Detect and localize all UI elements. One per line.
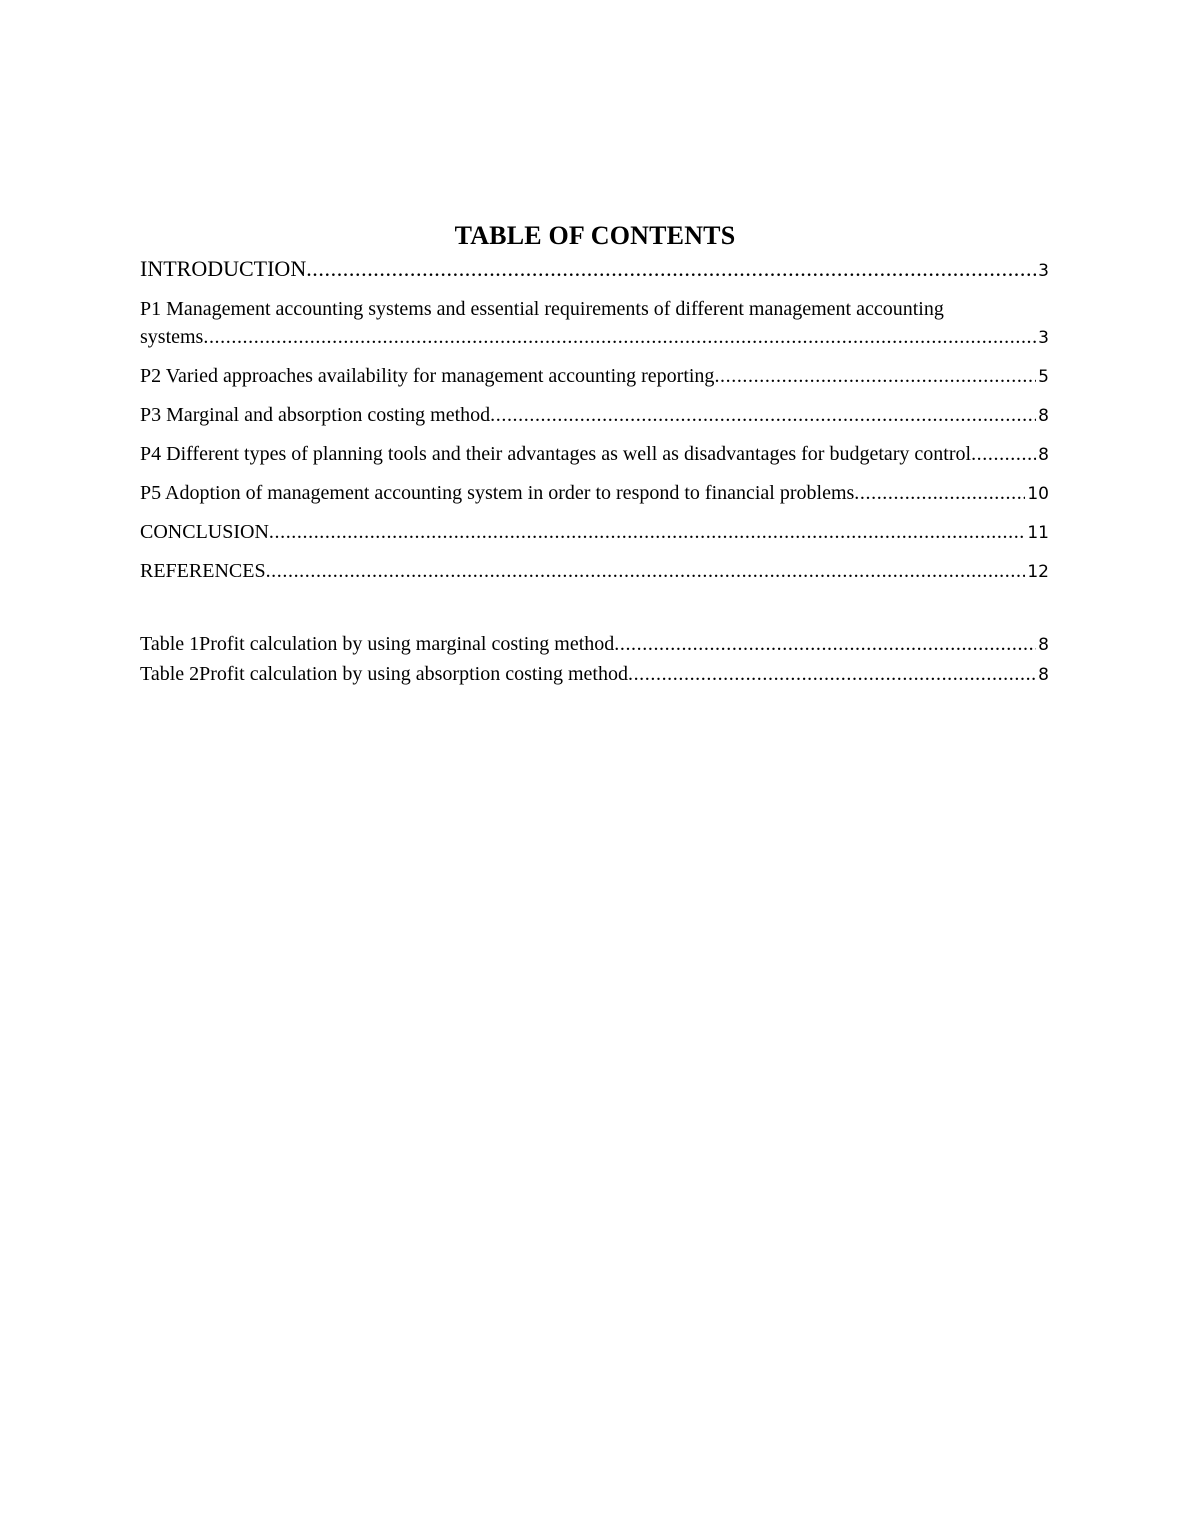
toc-title: TABLE OF CONTENTS [454, 221, 736, 250]
dot-leader [269, 518, 1025, 546]
toc-entry-text: P2 Varied approaches availability for management accounting reporting [140, 365, 715, 387]
toc-entry-text: systems [140, 326, 204, 348]
dot-leader [854, 479, 1025, 507]
dot-leader [971, 440, 1036, 468]
toc-entry-p4[interactable] [140, 440, 1049, 469]
dot-leader [614, 630, 1036, 659]
dot-leader [266, 557, 1026, 585]
toc-page-number: 3 [1038, 328, 1049, 348]
toc-page-number: 5 [1038, 367, 1049, 387]
toc-entry-introduction[interactable] [140, 255, 1049, 285]
toc-page-number: 8 [1038, 406, 1049, 426]
table-entry-text: Table 1Profit calculation by using marginal costing method [140, 633, 615, 655]
dot-leader [628, 660, 1036, 689]
toc-entry-p3[interactable] [140, 401, 1049, 430]
table-entry-text: Table 2Profit calculation by using absorption costing method [140, 663, 628, 685]
toc-entry-conclusion[interactable] [140, 518, 1049, 547]
toc-entry-p1[interactable] [140, 295, 1049, 352]
toc-entry-text-line1: P1 Management accounting systems and essential requirements of different management accounting [140, 298, 944, 320]
dot-leader [490, 401, 1036, 429]
list-of-tables [140, 630, 1049, 690]
dot-leader [203, 323, 1036, 351]
toc-entry-text: P4 Different types of planning tools and their advantages as well as disadvantages for budgetary control [140, 443, 972, 465]
toc-entry-text: REFERENCES [140, 560, 266, 582]
toc-entry-text: CONCLUSION [140, 521, 269, 543]
toc-list [140, 255, 1049, 586]
toc-entry-text: P3 Marginal and absorption costing method [140, 404, 491, 426]
table-page-number: 8 [1038, 665, 1049, 685]
toc-page-number: 11 [1027, 523, 1049, 543]
toc-page-number: 3 [1038, 261, 1049, 281]
toc-entry-p5[interactable] [140, 479, 1049, 508]
toc-entry-text: P5 Adoption of management accounting system in order to respond to financial problems [140, 482, 855, 504]
toc-page-number: 8 [1038, 445, 1049, 465]
dot-leader [714, 362, 1036, 390]
toc-entry-references[interactable] [140, 557, 1049, 586]
table-page-number: 8 [1038, 635, 1049, 655]
toc-page-number: 12 [1027, 562, 1049, 582]
dot-leader [306, 255, 1036, 283]
toc-entry-text: INTRODUCTION [140, 256, 307, 281]
table-entry-2[interactable] [140, 660, 1049, 690]
table-entry-1[interactable] [140, 630, 1049, 660]
toc-entry-p2[interactable] [140, 362, 1049, 391]
toc-page-number: 10 [1027, 484, 1049, 504]
